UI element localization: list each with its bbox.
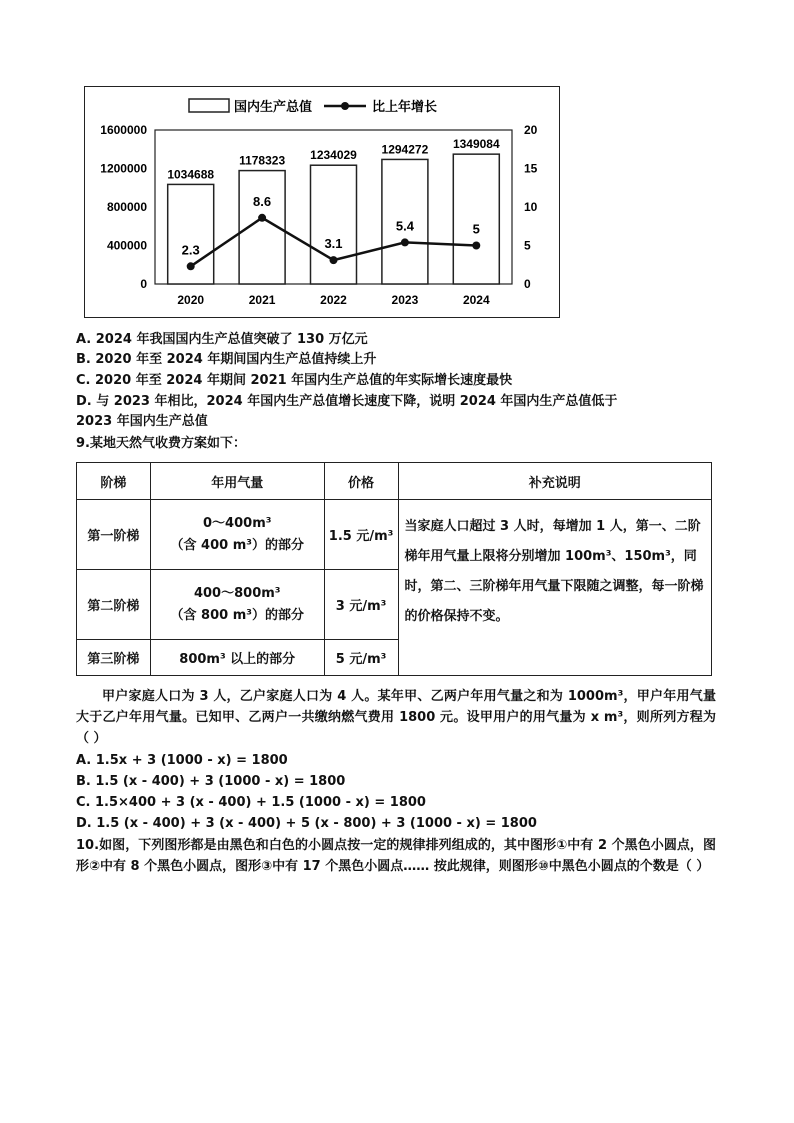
- usage-range-detail: （含 800 m³）的部分: [170, 607, 304, 623]
- growth-point: [401, 238, 409, 246]
- q9-intro: 9.某地天然气收费方案如下：: [76, 436, 246, 451]
- x-tick-label: 2024: [462, 293, 490, 307]
- price-cell: 3 元/m³: [324, 570, 398, 640]
- growth-point: [187, 262, 195, 270]
- bar: [311, 165, 357, 284]
- bar-value-label: 1349084: [452, 137, 500, 152]
- growth-point: [472, 242, 480, 250]
- q8-option-a: A. 2024 年我国国内生产总值突破了 130 万亿元: [76, 332, 368, 347]
- q9-option-d: D. 1.5 (x - 400) + 3 (x - 400) + 5 (x - 800) + 3 (1000 - x) = 1800: [76, 816, 537, 831]
- q9-option-b: B. 1.5 (x - 400) + 3 (1000 - x) = 1800: [76, 774, 346, 789]
- price-cell: 1.5 元/m³: [324, 500, 398, 570]
- y-right-tick-label: 20: [524, 123, 538, 137]
- x-tick-label: 2022: [320, 293, 347, 307]
- header-tier: 阶梯: [77, 463, 151, 500]
- x-tick-label: 2021: [248, 293, 276, 307]
- usage-cell: [150, 500, 324, 570]
- x-tick-label: 2020: [177, 293, 205, 307]
- legend-line-marker: [341, 102, 349, 110]
- y-right-tick-label: 15: [524, 161, 538, 176]
- y-left-tick-label: 800000: [106, 200, 147, 214]
- q8-option-b: B. 2020 年至 2024 年期间国内生产总值持续上升: [76, 352, 377, 367]
- y-left-tick-label: 400000: [106, 238, 147, 253]
- growth-value-label: 3.1: [324, 236, 343, 252]
- tier-cell: 第二阶梯: [77, 570, 151, 640]
- q8-option-c: C. 2020 年至 2024 年期间 2021 年国内生产总值的年实际增长速度最快: [76, 373, 513, 388]
- q10-text: 10.如图，下列图形都是由黑色和白色的小圆点按一定的规律排列组成的，其中图形①中有 2 个黑色小圆点，图形②中有 8 个黑色小圆点，图形③中有 17 个黑色小圆点…… 按此规律，则图形⑩中黑色小圆点的个数是（ ）: [76, 838, 716, 874]
- gas-fee-table: [76, 462, 712, 676]
- growth-point: [330, 256, 338, 264]
- usage-range-detail: （含 400 m³）的部分: [170, 537, 304, 553]
- y-right-tick-label: 5: [524, 238, 531, 253]
- growth-value-label: 2.3: [181, 242, 200, 258]
- bar-value-label: 1034688: [167, 167, 215, 182]
- growth-value-label: 5: [472, 221, 480, 237]
- y-right-tick-label: 0: [524, 277, 531, 291]
- table-header-row: [77, 463, 712, 500]
- legend-bar-label: 国内生产总值: [234, 100, 313, 115]
- tier-cell: 第一阶梯: [77, 500, 151, 570]
- x-tick-label: 2023: [391, 293, 419, 307]
- bar-value-label: 1234029: [310, 148, 357, 163]
- header-usage: 年用气量: [150, 463, 324, 500]
- usage-range: 400～800m³: [193, 585, 281, 601]
- note-cell: 当家庭人口超过 3 人时，每增加 1 人，第一、二阶梯年用气量上限将分别增加 100m³、150m³，同时，第二、三阶梯年用气量下限随之调整，每一阶梯的价格保持不变。: [398, 500, 711, 676]
- price-cell: 5 元/m³: [324, 640, 398, 676]
- bar-value-label: 1294272: [381, 142, 429, 157]
- header-price: 价格: [324, 463, 398, 500]
- growth-point: [258, 214, 266, 222]
- y-left-tick-label: 1600000: [100, 123, 147, 137]
- usage-cell: [150, 570, 324, 640]
- q8-option-d-line2: 2023 年国内生产总值: [76, 414, 208, 429]
- tier-cell: 第三阶梯: [77, 640, 151, 676]
- usage-cell: 800m³ 以上的部分: [150, 640, 324, 676]
- legend-bar-swatch: [189, 99, 229, 112]
- table-row: [77, 500, 712, 570]
- growth-value-label: 8.6: [253, 193, 272, 209]
- bar: [453, 154, 499, 284]
- q8-option-d-line1: D. 与 2023 年相比，2024 年国内生产总值增长速度下降，说明 2024 年国内生产总值低于: [76, 394, 618, 409]
- y-left-tick-label: 1200000: [100, 161, 147, 176]
- usage-range: 0～400m³: [203, 515, 272, 531]
- growth-value-label: 5.4: [395, 218, 414, 234]
- q9-stem: 甲户家庭人口为 3 人，乙户家庭人口为 4 人。某年甲、乙两户年用气量之和为 1000m³，甲户年用气量大于乙户年用气量。已知甲、乙两户一共缴纳燃气费用 1800 元。设甲用户的用气量为 x m³，则所列方程为（ ）: [76, 689, 716, 746]
- y-left-tick-label: 0: [140, 277, 147, 291]
- gdp-chart: [84, 86, 560, 318]
- bar-value-label: 1178323: [239, 153, 286, 168]
- q9-option-a: A. 1.5x + 3 (1000 - x) = 1800: [76, 753, 288, 768]
- y-right-tick-label: 10: [524, 200, 538, 214]
- q9-option-c: C. 1.5×400 + 3 (x - 400) + 1.5 (1000 - x) = 1800: [76, 795, 426, 810]
- legend-line-label: 比上年增长: [372, 100, 438, 115]
- header-note: 补充说明: [398, 463, 711, 500]
